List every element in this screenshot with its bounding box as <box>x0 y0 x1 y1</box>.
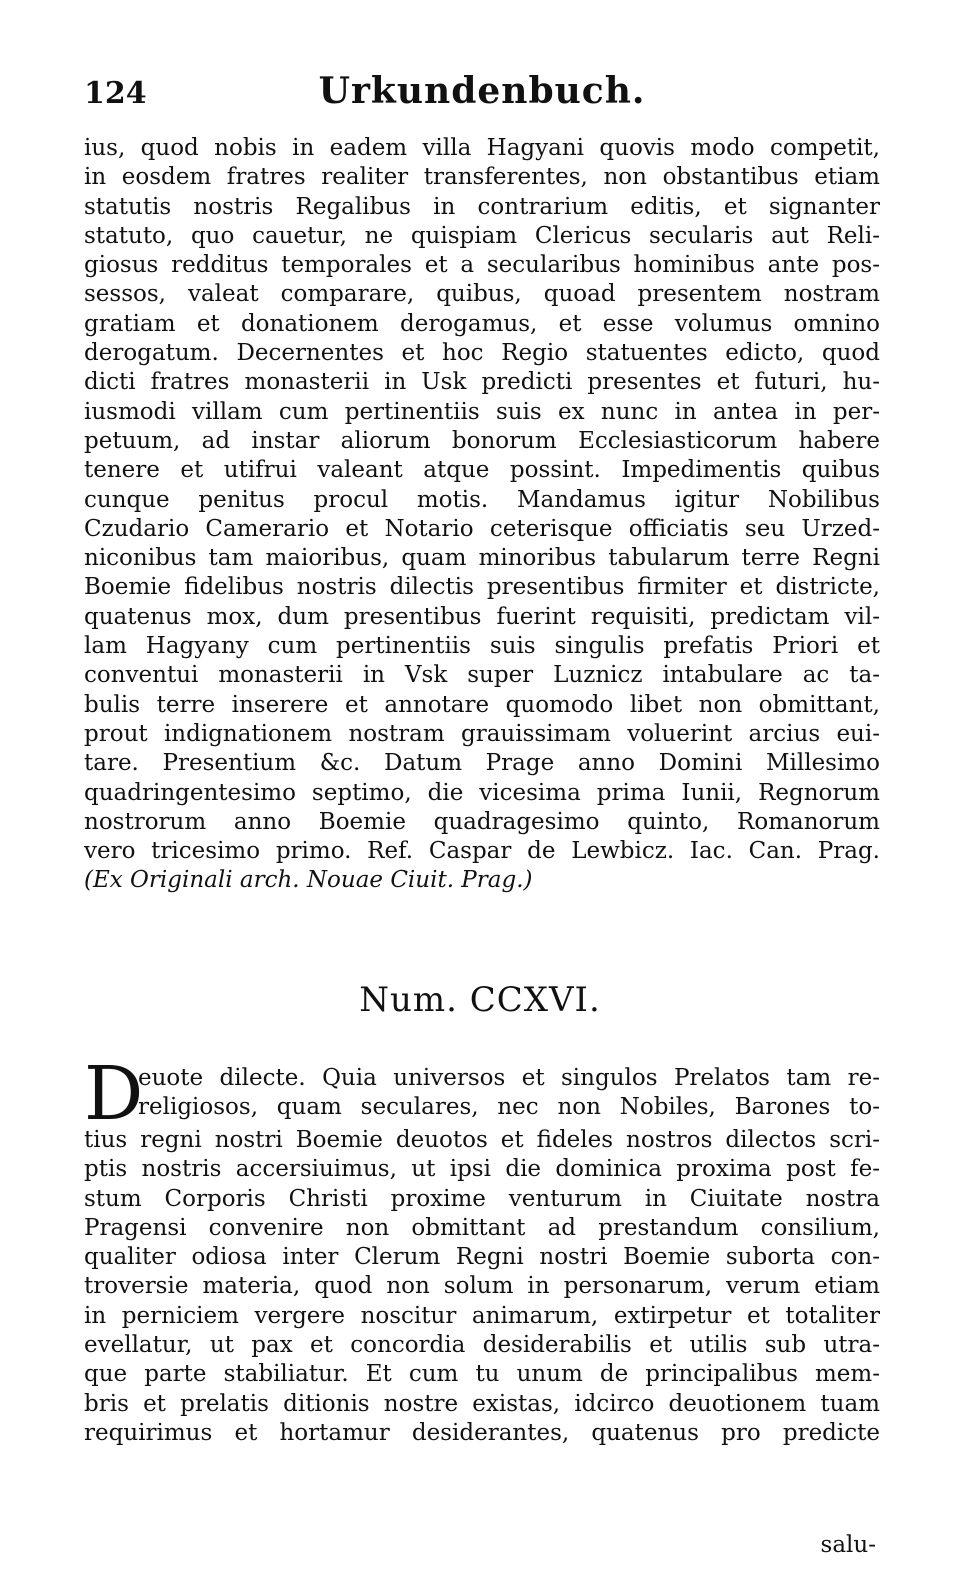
text-line: tenere et utifrui valeant atque possint. Impedimentis quibus <box>84 457 880 484</box>
text-line: niconibus tam maioribus, quam minoribus tabularum terre Regni <box>84 545 880 572</box>
text-line: que parte stabiliatur. Et cum tu unum de principalibus mem- <box>84 1361 880 1388</box>
text-line: statuto, quo cauetur, ne quispiam Clericus secularis aut Reli- <box>84 222 880 249</box>
text-line: bulis terre inserere et annotare quomodo libet non obmittant, <box>84 691 880 718</box>
text-line: ius, quod nobis in eadem villa Hagyani quovis modo competit, <box>84 135 880 161</box>
text-line: prout indignationem nostram grauissimam voluerint arcius eui- <box>84 720 880 747</box>
text-line: evellatur, ut pax et concordia desiderabilis et utilis sub utra- <box>84 1332 880 1359</box>
document-1-text <box>84 134 880 896</box>
text-line: in eosdem fratres realiter transferentes, non obstantibus etiam <box>84 164 880 191</box>
text-line: Czudario Camerario et Notario ceterisque officiatis seu Urzed- <box>84 515 880 542</box>
document-2-text <box>84 1051 880 1448</box>
text-line: tius regni nostri Boemie deuotos et fideles nostros dilectos scri- <box>84 1127 880 1153</box>
text-line: euote dilecte. Quia universos et singulos Prelatos tam re- <box>138 1065 880 1091</box>
text-line: petuum, ad instar aliorum bonorum Ecclesiasticorum habere <box>84 427 880 454</box>
text-line: quadringentesimo septimo, die vicesima prima Iunii, Regnorum <box>84 779 880 806</box>
text-line: in perniciem vergere noscitur animarum, extirpetur et totaliter <box>84 1302 880 1329</box>
text-line: stum Corporis Christi proxime venturum in Ciuitate nostra <box>84 1185 880 1212</box>
section-heading: Num. CCXVI. <box>359 980 601 1020</box>
text-line: gratiam et donationem derogamus, et esse volumus omnino <box>84 310 880 337</box>
text-line: requirimus et hortamur desiderantes, quatenus pro predicte <box>84 1419 880 1446</box>
text-line: conventui monasterii in Vsk super Luznicz intabulare ac ta- <box>84 662 880 689</box>
text-line: troversie materia, quod non solum in personarum, verum etiam <box>84 1273 880 1300</box>
text-line: Boemie fidelibus nostris dilectis presentibus firmiter et districte, <box>84 574 880 601</box>
text-line: bris et prelatis ditionis nostre existas, idcirco deuotionem tuam <box>84 1390 880 1417</box>
text-line: cunque penitus procul motis. Mandamus igitur Nobilibus <box>84 486 880 513</box>
text-line: vero tricesimo primo. Ref. Caspar de Lewbicz. Iac. Can. Prag. <box>84 838 880 865</box>
text-line: lam Hagyany cum pertinentiis suis singulis prefatis Priori et <box>84 633 880 660</box>
page-header <box>84 70 880 118</box>
source-note: (Ex Originali arch. Nouae Ciuit. Prag.) <box>84 867 533 894</box>
text-line: Pragensi convenire non obmittant ad prestandum consilium, <box>84 1214 880 1241</box>
text-line: giosus redditus temporales et a secularibus hominibus ante pos- <box>84 252 880 279</box>
text-line: derogatum. Decernentes et hoc Regio statuentes edicto, quod <box>84 340 880 367</box>
text-line: iusmodi villam cum pertinentiis suis ex nunc in antea in per- <box>84 398 880 425</box>
catchword: salu- <box>820 1532 876 1558</box>
text-line: nostrorum anno Boemie quadragesimo quinto, Romanorum <box>84 808 880 835</box>
text-line: religiosos, quam seculares, nec non Nobiles, Barones to- <box>138 1094 880 1121</box>
text-line: quatenus mox, dum presentibus fuerint requisiti, predictam vil- <box>84 603 880 630</box>
text-line: dicti fratres monasterii in Usk predicti presentes et futuri, hu- <box>84 369 880 396</box>
text-line: ptis nostris accersiuimus, ut ipsi die dominica proxima post fe- <box>84 1156 880 1183</box>
text-line: sessos, valeat comparare, quibus, quoad presentem nostram <box>84 281 880 308</box>
text-line: statutis nostris Regalibus in contrarium editis, et signanter <box>84 193 880 220</box>
running-title: Urkundenbuch. <box>318 70 646 112</box>
page-number: 124 <box>84 76 147 111</box>
drop-cap: D <box>84 1051 144 1137</box>
text-line: qualiter odiosa inter Clerum Regni nostri Boemie suborta con- <box>84 1244 880 1271</box>
text-line: tare. Presentium &c. Datum Prage anno Domini Millesimo <box>84 750 880 777</box>
